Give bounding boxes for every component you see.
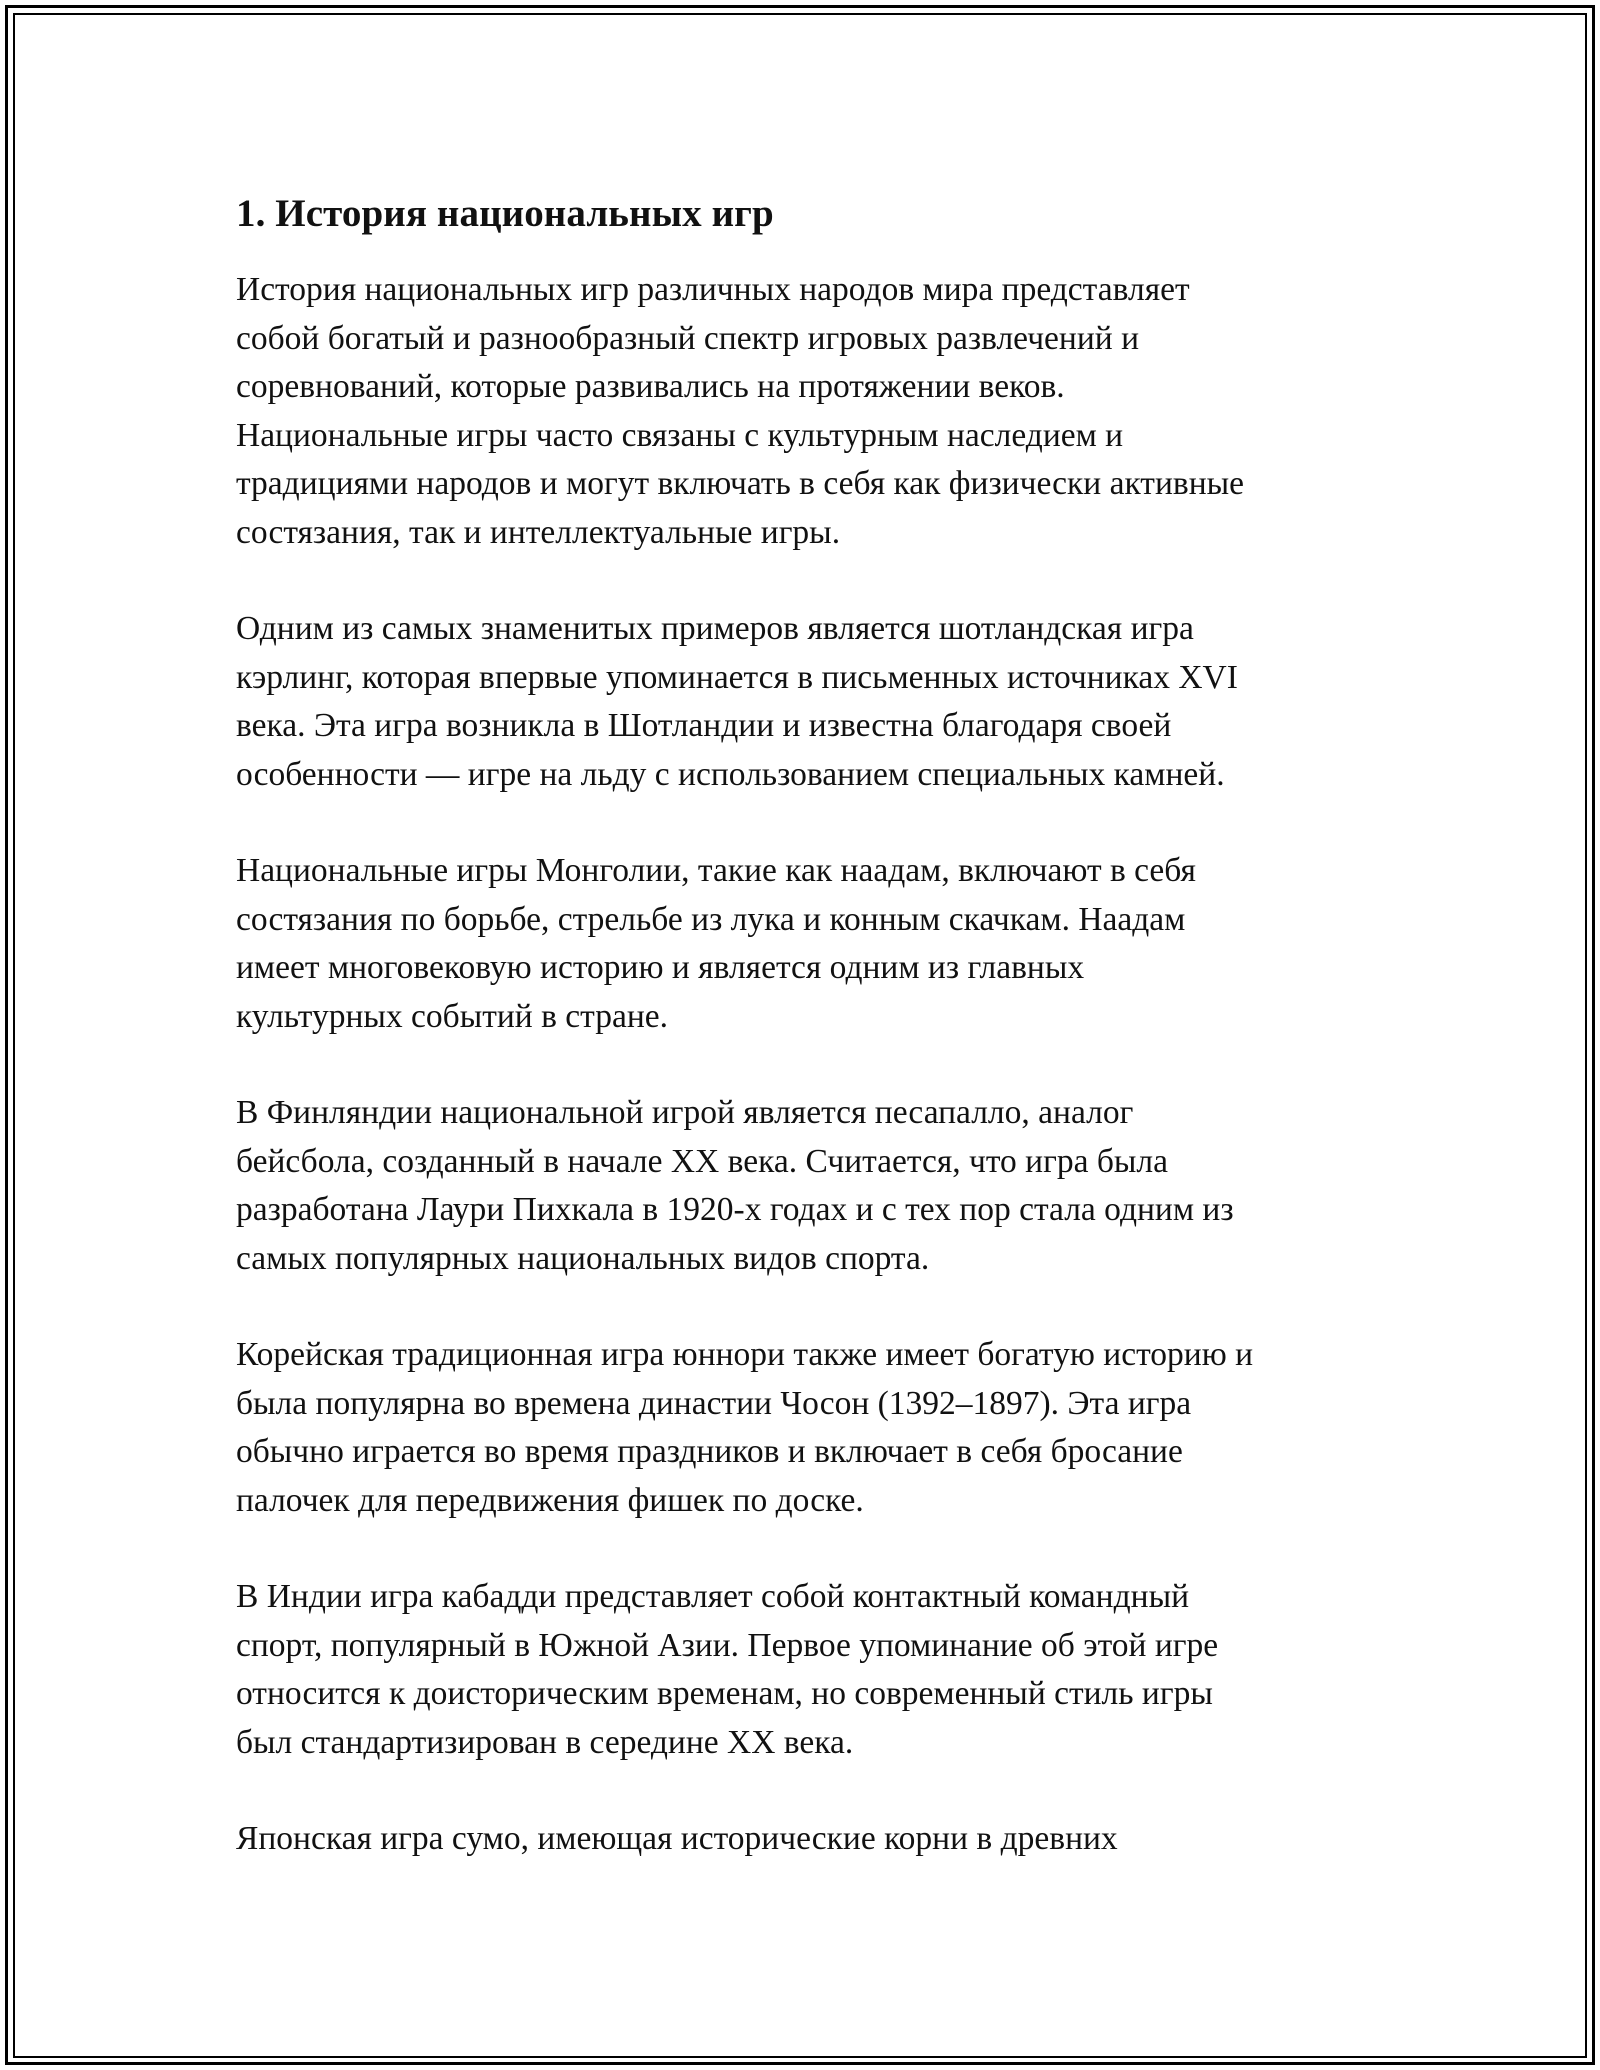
paragraph-line: Корейская традиционная игра юннори также имеет богатую историю и (236, 1336, 1254, 1373)
paragraph-line: разработана Лаури Пихкала в 1920-х годах и с тех пор стала одним из (236, 1191, 1234, 1228)
paragraph-line: бейсбола, созданный в начале XX века. Считается, что игра была (236, 1142, 1168, 1180)
paragraph-line: культурных событий в стране. (236, 997, 668, 1035)
paragraph-line: Национальные игры часто связаны с культурным наследием и (236, 416, 1124, 454)
paragraph-line: самых популярных национальных видов спорта. (236, 1239, 930, 1277)
paragraph-line: была популярна во времена династии Чосон (1392–1897). Эта игра (236, 1384, 1192, 1422)
paragraph-history-intro (236, 266, 1366, 557)
paragraph-line: В Индии игра кабадди представляет собой контактный командный (236, 1578, 1189, 1615)
paragraph-line: Одним из самых знаменитых примеров является шотландская игра (236, 610, 1194, 647)
paragraph-korea (236, 1331, 1366, 1525)
paragraph-line: обычно играется во время праздников и включает в себя бросание (236, 1433, 1183, 1470)
paragraph-line: традициями народов и могут включать в себя как физически активные (236, 465, 1244, 502)
paragraph-line: В Финляндии национальной игрой является песапалло, аналог (236, 1094, 1134, 1131)
paragraph-line: кэрлинг, которая впервые упоминается в письменных источниках XVI (236, 658, 1238, 696)
section-heading: 1. История национальных игр (236, 192, 774, 235)
paragraph-line: Национальные игры Монголии, такие как наадам, включают в себя (236, 852, 1196, 889)
paragraph-line: спорт, популярный в Южной Азии. Первое упоминание об этой игре (236, 1626, 1219, 1664)
paragraph-line: был стандартизирован в середине XX века. (236, 1723, 854, 1761)
document-body (236, 188, 1366, 1864)
paragraph-line: относится к доисторическим временам, но современный стиль игры (236, 1675, 1213, 1712)
paragraph-japan (236, 1815, 1366, 1864)
paragraph-line: особенности — игре на льду с использованием специальных камней. (236, 755, 1225, 793)
paragraph-line: палочек для передвижения фишек по доске. (236, 1481, 864, 1519)
paragraph-curling (236, 605, 1366, 799)
paragraph-line: состязания, так и интеллектуальные игры. (236, 513, 841, 551)
paragraph-line: имеет многовековую историю и является одним из главных (236, 949, 1085, 986)
paragraph-line: собой богатый и разнообразный спектр игровых развлечений и (236, 319, 1139, 357)
paragraph-mongolia (236, 847, 1366, 1041)
paragraph-line: История национальных игр различных народов мира представляет (236, 271, 1190, 308)
paragraph-line: состязания по борьбе, стрельбе из лука и конным скачкам. Наадам (236, 900, 1186, 938)
paragraph-line: века. Эта игра возникла в Шотландии и известна благодаря своей (236, 707, 1172, 744)
paragraph-line: соревнований, которые развивались на протяжении веков. (236, 368, 1065, 405)
paragraph-india (236, 1573, 1366, 1767)
paragraph-line: Японская игра сумо, имеющая исторические корни в древних (236, 1820, 1118, 1857)
paragraph-finland (236, 1089, 1366, 1283)
